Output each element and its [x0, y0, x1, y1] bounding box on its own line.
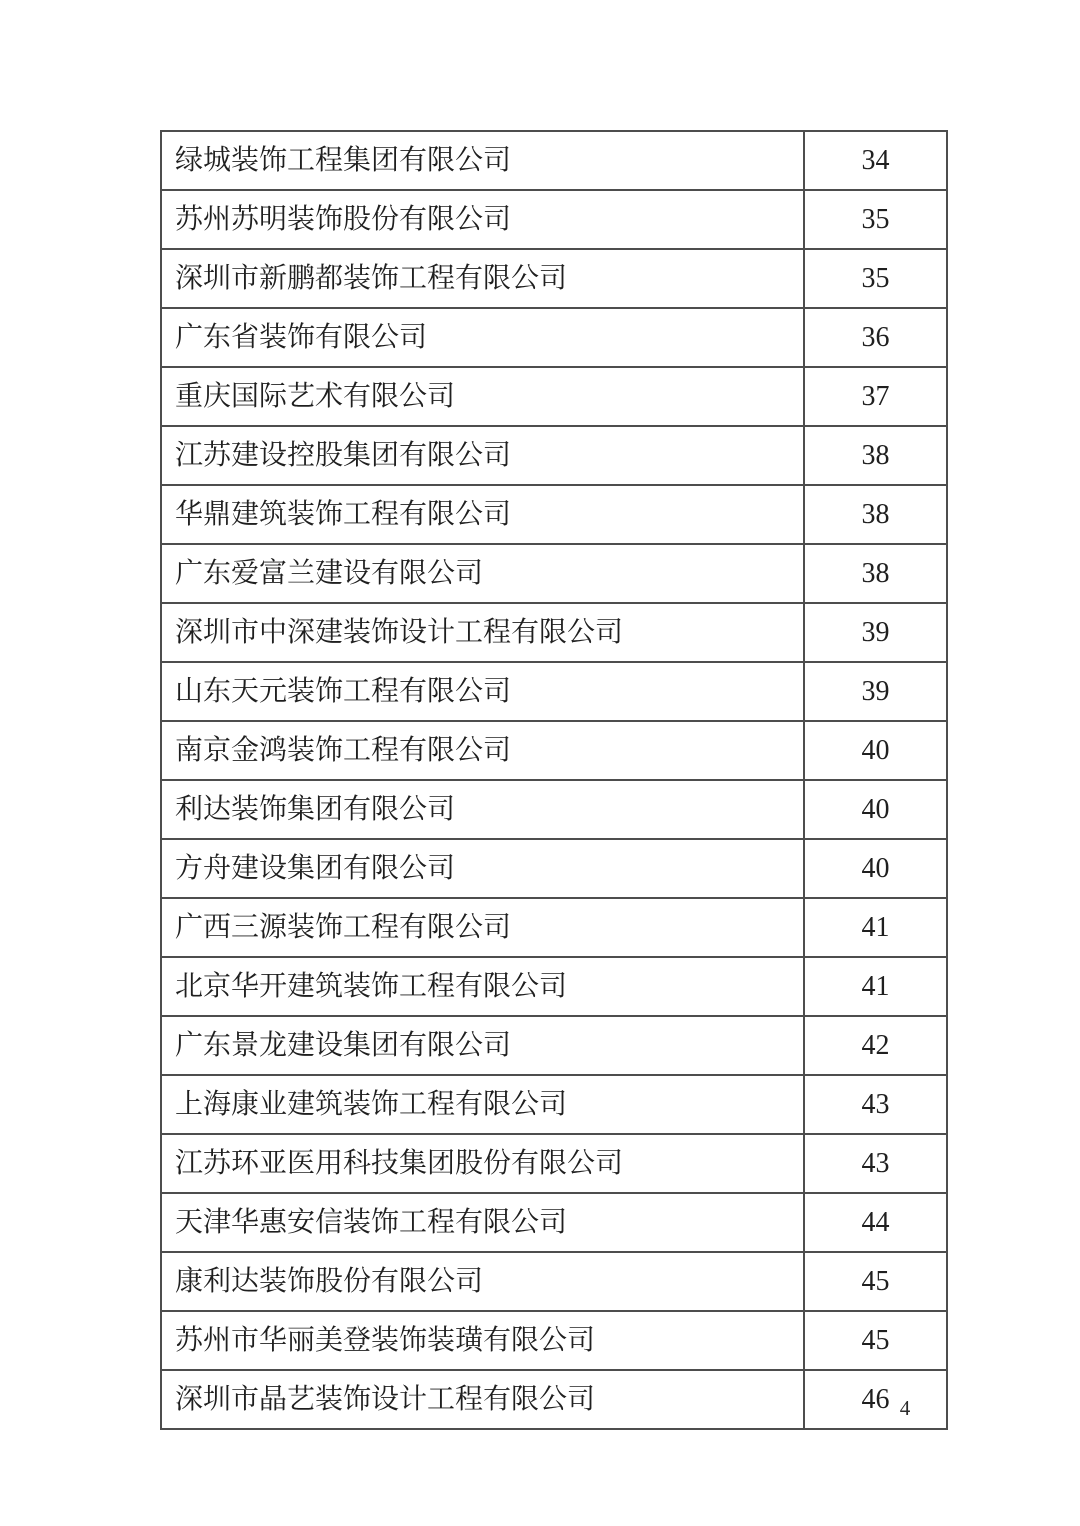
company-name-cell: 江苏建设控股集团有限公司 — [161, 426, 804, 485]
table-row — [161, 1016, 947, 1075]
company-name-cell: 上海康业建筑装饰工程有限公司 — [161, 1075, 804, 1134]
table-row — [161, 1311, 947, 1370]
page-ref-cell: 41 — [804, 898, 947, 957]
company-name-cell: 深圳市新鹏都装饰工程有限公司 — [161, 249, 804, 308]
company-name-cell: 华鼎建筑装饰工程有限公司 — [161, 485, 804, 544]
page-ref-cell: 40 — [804, 839, 947, 898]
company-name-cell: 广西三源装饰工程有限公司 — [161, 898, 804, 957]
table-row — [161, 1193, 947, 1252]
page-ref-cell: 45 — [804, 1311, 947, 1370]
page-ref-cell: 40 — [804, 780, 947, 839]
page-ref-cell: 45 — [804, 1252, 947, 1311]
company-name-cell: 康利达装饰股份有限公司 — [161, 1252, 804, 1311]
page-ref-cell: 38 — [804, 426, 947, 485]
company-name-cell: 广东爱富兰建设有限公司 — [161, 544, 804, 603]
company-list-table — [160, 130, 948, 1430]
table-row — [161, 190, 947, 249]
table-row — [161, 603, 947, 662]
table-row — [161, 485, 947, 544]
table-row — [161, 1075, 947, 1134]
page-ref-cell: 35 — [804, 190, 947, 249]
table-row — [161, 662, 947, 721]
page-ref-cell: 43 — [804, 1134, 947, 1193]
table-row — [161, 957, 947, 1016]
page-ref-cell: 42 — [804, 1016, 947, 1075]
table-row — [161, 1252, 947, 1311]
company-name-cell: 北京华开建筑装饰工程有限公司 — [161, 957, 804, 1016]
table-row — [161, 721, 947, 780]
page-ref-cell: 34 — [804, 131, 947, 190]
company-name-cell: 山东天元装饰工程有限公司 — [161, 662, 804, 721]
page-ref-cell: 35 — [804, 249, 947, 308]
table-row — [161, 780, 947, 839]
page-ref-cell: 39 — [804, 603, 947, 662]
page-ref-cell: 41 — [804, 957, 947, 1016]
company-name-cell: 利达装饰集团有限公司 — [161, 780, 804, 839]
company-name-cell: 苏州市华丽美登装饰装璜有限公司 — [161, 1311, 804, 1370]
table-row — [161, 1370, 947, 1429]
page-ref-cell: 43 — [804, 1075, 947, 1134]
page-ref-cell: 36 — [804, 308, 947, 367]
table-row — [161, 367, 947, 426]
company-name-cell: 深圳市晶艺装饰设计工程有限公司 — [161, 1370, 804, 1429]
table-row — [161, 131, 947, 190]
company-name-cell: 江苏环亚医用科技集团股份有限公司 — [161, 1134, 804, 1193]
company-name-cell: 苏州苏明装饰股份有限公司 — [161, 190, 804, 249]
company-name-cell: 广东景龙建设集团有限公司 — [161, 1016, 804, 1075]
page-ref-cell: 39 — [804, 662, 947, 721]
company-name-cell: 深圳市中深建装饰设计工程有限公司 — [161, 603, 804, 662]
company-name-cell: 南京金鸿装饰工程有限公司 — [161, 721, 804, 780]
page-ref-cell: 44 — [804, 1193, 947, 1252]
table-row — [161, 249, 947, 308]
table-row — [161, 1134, 947, 1193]
company-name-cell: 重庆国际艺术有限公司 — [161, 367, 804, 426]
page-ref-cell: 37 — [804, 367, 947, 426]
company-name-cell: 绿城装饰工程集团有限公司 — [161, 131, 804, 190]
page-ref-cell: 38 — [804, 544, 947, 603]
table-row — [161, 544, 947, 603]
company-name-cell: 方舟建设集团有限公司 — [161, 839, 804, 898]
table-row — [161, 898, 947, 957]
page-ref-cell: 38 — [804, 485, 947, 544]
company-list-table-body — [161, 131, 947, 1429]
page-number: 4 — [899, 1396, 911, 1420]
table-row — [161, 426, 947, 485]
table-row — [161, 839, 947, 898]
page-ref-cell: 40 — [804, 721, 947, 780]
company-name-cell: 天津华惠安信装饰工程有限公司 — [161, 1193, 804, 1252]
company-name-cell: 广东省装饰有限公司 — [161, 308, 804, 367]
table-row — [161, 308, 947, 367]
page-ref-cell: 46 — [804, 1370, 947, 1429]
